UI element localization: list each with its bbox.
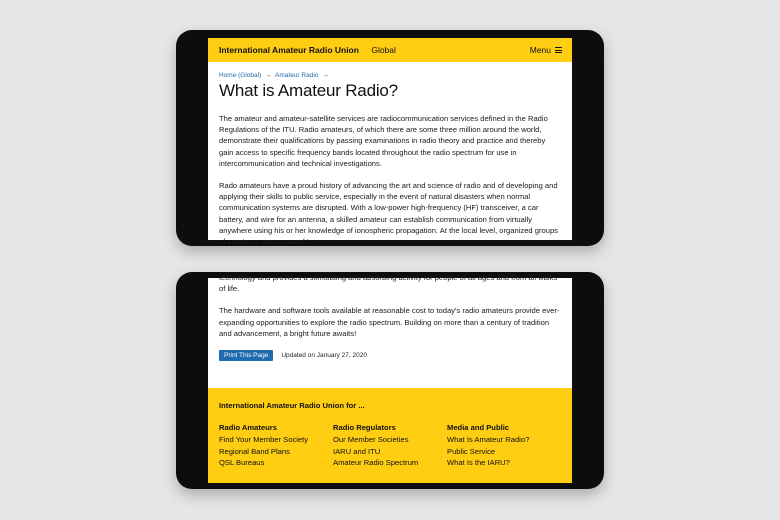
- print-page-button[interactable]: Print This Page: [219, 350, 273, 361]
- phone-screen-bottom: [208, 273, 572, 483]
- page-actions: [219, 350, 561, 361]
- phone-screen-top: [208, 38, 572, 247]
- site-footer: [208, 388, 572, 483]
- breadcrumb-section-link[interactable]: Amateur Radio: [275, 72, 319, 79]
- footer-column-media-public: [447, 423, 561, 469]
- footer-link[interactable]: What Is the IARU?: [447, 458, 510, 467]
- updated-date: Updated on January 27, 2020: [281, 352, 367, 360]
- footer-column-heading: Radio Amateurs: [219, 423, 277, 432]
- footer-link[interactable]: QSL Bureaus: [219, 458, 265, 467]
- main-content: [208, 62, 572, 247]
- breadcrumb-arrow-icon: →: [322, 72, 329, 79]
- body-paragraph: Rado amateurs have a proud history of advancing the art and science of radio and of developing and applying their skills to public service, especially in the event of natural disasters when normal communication systems are disrupted. With a low-power high-frequency (HF) transceiver, a car battery, and wire for an antenna, a skilled amateur can establish communication from virtually anywhere using his or her knowledge of ionospheric propagation. At the local level, organized groups of amateurs are prepared to: [219, 181, 558, 247]
- site-header: [208, 38, 572, 62]
- footer-link[interactable]: Regional Band Plans: [219, 446, 290, 456]
- footer-link[interactable]: Amateur Radio Spectrum: [333, 458, 419, 467]
- footer-link[interactable]: Public Service: [447, 446, 496, 456]
- footer-link[interactable]: IARU and ITU: [333, 446, 381, 456]
- body-paragraph: The hardware and software tools available at reasonable cost to today's radio amateurs provide ever-expanding opportunities to explore the radio spectrum. Building on more than a century of tradition and advancement, a bright future awaits!: [219, 306, 560, 338]
- footer-column-radio-amateurs: [219, 423, 333, 469]
- phone-frame-bottom: [176, 272, 604, 489]
- body-paragraph: The amateur and amateur-satellite services are radiocommunication services defined in the Radio Regulations of the ITU. Radio amateurs, of which there are some three million around the world, demonstrate their qualifications by passing examinations in radio theory and practice and thereby gain access to specific frequency bands located throughout the radio spectrum for use in intercommunication and technical investigations.: [219, 114, 548, 168]
- footer-columns: [219, 423, 561, 469]
- header-left: [219, 45, 396, 55]
- body-paragraph: technology and provides a stimulating and absorbing activity for people of all ages and from all walks of life.: [219, 273, 558, 294]
- footer-link[interactable]: Find Your Member Society: [219, 435, 309, 444]
- breadcrumb-home-link[interactable]: Home (Global): [219, 72, 262, 79]
- footer-title: International Amateur Radio Union for ...: [219, 401, 365, 410]
- footer-column-heading: Media and Public: [447, 423, 510, 432]
- menu-button[interactable]: [530, 45, 562, 55]
- breadcrumb: [219, 72, 561, 79]
- page-title: What is Amateur Radio?: [219, 81, 398, 100]
- footer-column-radio-regulators: [333, 423, 447, 469]
- footer-link[interactable]: Our Member Societies: [333, 435, 409, 444]
- footer-column-heading: Radio Regulators: [333, 423, 396, 432]
- site-brand-link[interactable]: International Amateur Radio Union: [219, 45, 359, 55]
- region-selector[interactable]: Global: [371, 45, 396, 55]
- phone-frame-top: [176, 30, 604, 246]
- menu-label: Menu: [529, 45, 551, 55]
- hamburger-icon: [555, 46, 562, 55]
- footer-link[interactable]: What Is Amateur Radio?: [447, 435, 530, 444]
- breadcrumb-arrow-icon: →: [265, 72, 272, 79]
- main-content-continued: [208, 272, 572, 361]
